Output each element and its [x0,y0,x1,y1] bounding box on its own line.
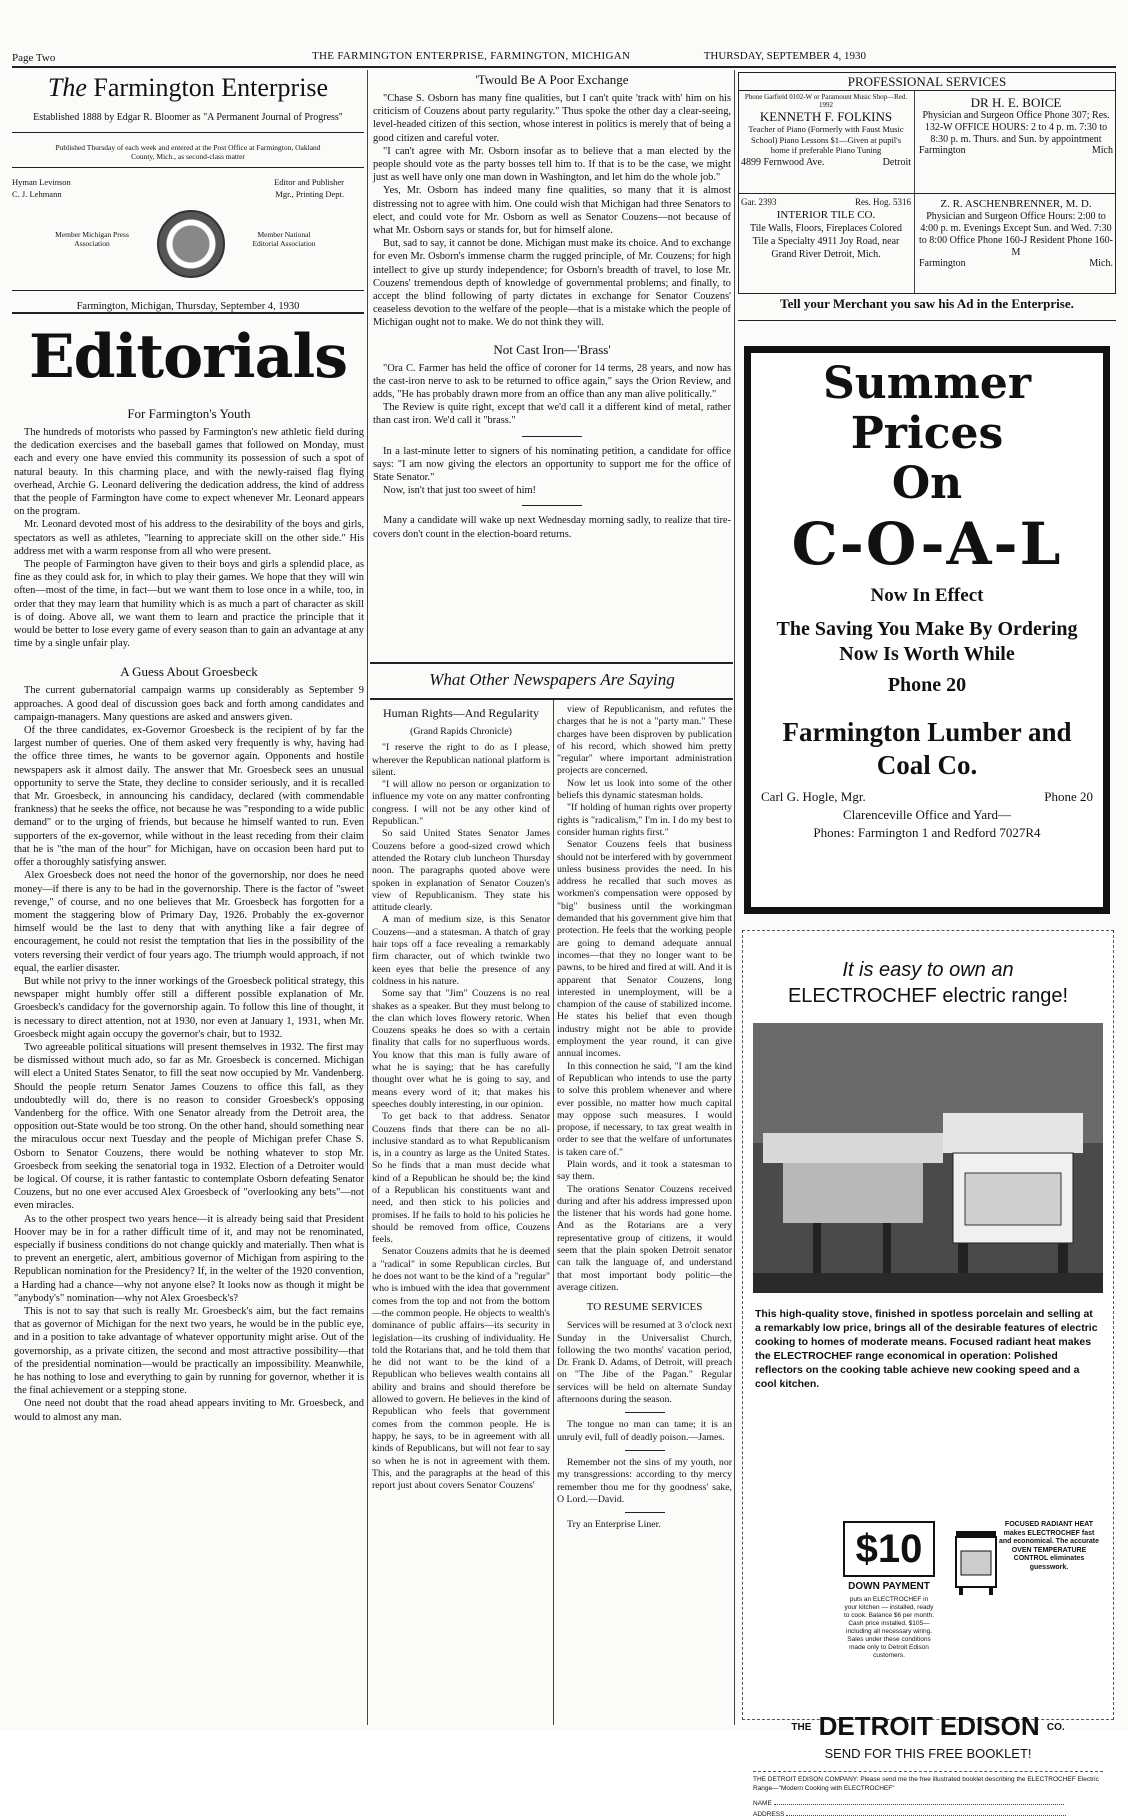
coal-advertisement [744,346,1110,914]
paragraph: In a last-minute letter to signers of his nominating petition, a candidate for office says: "I am now giving the electors an opportunity to support me for the office of State Senator." [373,445,731,484]
coupon-address-label: ADDRESS [753,1811,785,1818]
paragraph: Senator Couzens feels that business should not be interfered with by government unless business provides the need. In his address he recalled that such moves as workmen's compensation were opposed by "big" business until the workingman demanded that his government give him that protection. He feels that the working people are going to demand adequate annual incomes—that they no longer want to be pawns, to be hired and fired at will. And it is apparent that Senator Couzens, long interested in unemployment, will be a champion of the cause of stabilized income. He states his belief that even though industry might not be able to provide employment the year round, it can give annual incomes. [557,839,732,1060]
news-column [557,704,732,1725]
radiant-heat-note: FOCUSED RADIANT HEAT makes ELECTROCHEF fast and economical. The accurate OVEN TEMPERATURE CONTROL eliminates guesswork. [999,1521,1099,1571]
coal-line-on: On [891,458,963,509]
article-headline: For Farmington's Youth [127,406,251,421]
masthead-staff: Hyman Levinson Editor and Publisher C. J. Lehmann Mgr., Printing Dept. [12,177,344,199]
article-headline: Human Rights—And Regularity [383,706,539,720]
electrochef-headline-1: It is easy to own an [842,959,1014,981]
paragraph: view of Republicanism, and refutes the charges that he is not a "party man." These charges have been disproven by publication of his record, which showed him pretty "regular" where important administration projects are concerned. [557,704,732,777]
article-headline: Not Cast Iron—'Brass' [493,341,611,357]
paragraph: Remember not the sins of my youth, nor my transgressions: according to thy mercy remember thou me for thy goodness' sake, O Lord.—David. [557,1456,732,1505]
paragraph: A man of medium size, is this Senator Couzens—and a statesman. A thatch of gray hair tops off a face revealing a remarkably firm character, out of which twinkle two keen eyes that belie the presence of any coldness in his nature. [372,914,550,987]
paragraph: So said United States Senator James Couzens before a good-sized crowd which attended the Rotary club luncheon Thursday noon. The paragraphs quoted above were spoken in explanation of Senator Couzen's view of Republicanism. They state his attitude clearly. [372,828,550,914]
column-divider [734,70,735,1725]
editorial-column [14,400,364,1725]
article-headline: TO RESUME SERVICES [586,1301,703,1314]
coal-phones: Phones: Farmington 1 and Redford 7027R4 [813,825,1041,840]
paragraph: The people of Farmington have given to their boys and girls a splendid place, as fine as they could ask for, in which to play their games. We hope that they will win often—most of the time, in fact—but we want them to lose once in a while, too, in order that they may learn that humility which is as much a part of character as skill is of doing. Above all, we want them to learn and practice the principle that it would be better to lose every game of every season than to gain an advantage at any time by a single unfair play. [14,559,364,650]
paragraph: Plain words, and it took a statesman to say them. [557,1158,732,1183]
electric-range-photo-icon [753,1023,1103,1293]
section-heading: What Other Newspapers Are Saying [429,670,675,689]
masthead-established: Established 1888 by Edgar R. Bloomer as "A Permanent Journal of Progress" [33,112,343,123]
price-box [843,1521,935,1660]
coupon-name-label: NAME [753,1800,772,1807]
paragraph: Mr. Leonard devoted most of his address to the desirability of the boys and girls, spectators as well as athletes, "learning to appreciate skill on the other side." His address met with a warm response from all who were present. [14,519,364,557]
paragraph: Senator Couzens admits that he is deemed a "radical" in some Republican circles. But he does not want to be the kind of a "regular" who is imbued with the idea that government comes from the top and not from the bottom—the common people. He objects to wealth's dominance of public affairs—its security in legislation—its crushing of individuality. He told the Rotarians that, and he told them that he did not want to be the kind of a Republican who believes wealth contains all ability and brains and should therefore be allowed to govern. He believes in the kind of Republican who feels that government comes from the common people. He is happy, he says, to be in agreement with all kinds of Republicans, but will not fear to say so when he is not in agreement with them. This, and the paragraphs at the head of this report just about covers Senator Couzens' [372,1246,550,1492]
coal-line-summer: Summer [822,358,1032,409]
paragraph: One need not doubt that the road ahead appears inviting to Mr. Groesbeck, and would to almost any man. [14,1398,364,1423]
paragraph: As to the other prospect two years hence—it is already being said that President Hoover may be in for a rather difficult time of it, and may not be renominated, especially if business conditions do not change quickly and materially. Then what is to prevent an energetic, alert, ambitious governor of Michigan from aspiring to the Republican nomination for the Presidency? If, in the welter of the 1920 convention, a Harding had a chance—why not anyone else? It looks now as though it might be "anybody's" nomination—why not Alex Groesbeck's? [14,1213,364,1304]
coal-line-saving: The Saving You Make By Ordering Now Is Worth While [776,618,1078,665]
editorial-column-2 [373,72,731,672]
paragraph: To get back to that address. Senator Couzens finds that there can be no all-inclusive standard as to what Republicanism is, in a country as large as the United States. So he finds that a man must decide what kind of a Republican he should be; the kind of a Republican his constituents want and need, and then stick to his policies and promises. If he fails to hold to his policies he should be removed from office, Couzens feels. [372,1111,550,1246]
paragraph: "If holding of human rights over property rights is "radicalism," I'm in. I do my best to consider human rights first." [557,802,732,838]
paragraph: Now let us look into some of the other beliefs this dynamic statesman holds. [557,777,732,802]
down-payment-price: $10 [843,1521,935,1577]
article-headline: A Guess About Groesbeck [120,664,258,680]
stove-icon [951,1527,1001,1597]
paragraph: The orations Senator Couzens received during and after his address impressed upon the listener that his words had gone home. And as the Rotarians are a very representative group of citizens, it would seem that the plain spoken Detroit senator can talk the language of, and understand that most important body politic—the average citizen. [557,1183,732,1293]
paragraph: Services will be resumed at 3 o'clock next Sunday in the Universalist Church, following the two months' vacation period, Dr. Frank D. Adams, of Detroit, will preach on "The Jibe of the Pagan." Regular services will be held on alternate Sunday afternoons during the season. [557,1320,732,1406]
detroit-edison-logo: THE DETROIT EDISON CO. [791,1711,1065,1741]
masthead-dateline: Farmington, Michigan, Thursday, September 4, 1930 [76,301,300,312]
down-payment-label: DOWN PAYMENT [848,1581,930,1592]
press-association-seal-icon [157,210,225,278]
coal-line-prices: Prices [850,408,1004,459]
page-header [12,48,1116,66]
paper-name: THE FARMINGTON ENTERPRISE, FARMINGTON, MICHIGAN [312,50,631,62]
article-headline: 'Twould Be A Poor Exchange [475,72,629,87]
coal-line-now: Now In Effect [870,585,984,606]
masthead-title: The Farmington Enterprise [47,73,329,102]
paragraph: Some say that "Jim" Couzens is no real shakes as a speaker. But they must belong to the clan which loves flowery retoric. When Couzens speaks he does so with a certain finality that calls for no superfluous words. You know that this man is fully aware of what he is saying; that he has carefully thought over what he is going to say, and means every word of it; that makes his speeches doubly interesting, in our opinion. [372,988,550,1110]
paragraph: "I reserve the right to do as I please, wherever the Republican national platform is silent. [372,742,550,778]
coal-manager: Carl G. Hogle, Mgr. [761,789,866,804]
paragraph: The tongue no man can tame; it is an unruly evil, full of deadly poison.—James. [557,1419,732,1443]
send-booklet: SEND FOR THIS FREE BOOKLET! [824,1746,1032,1761]
editorials-logo: Editorials [28,322,348,392]
payment-terms: puts an ELECTROCHEF in your kitchen — installed, ready to cook. Balance $6 per month. Cash price installed, $105— including all necessary wiring. Sales under these conditions made only to Detroit Edison customers. [844,1596,934,1659]
paragraph: "I will allow no person or organization to influence my vote on any matter confronting congress. I will not be any other kind of Republican." [372,779,550,828]
paragraph: The current gubernatorial campaign warms up considerably as September 9 approaches. A good deal of discussion goes back and forth among candidates and campaign-managers. Many questions are asked and answers given. [14,685,364,723]
coal-phone: Phone 20 [1044,789,1093,804]
column-divider [367,70,368,1725]
paragraph: But, sad to say, it cannot be done. Michigan must make its choice. And to exchange for even Mr. Osborn's immense charm the rugged principle, of Mr. Couzens; for high intellect to give up sturdy independence; for Osborn's breadth of travel, to lose Mr. Couzens' tremendous depth of knowledge of governmental problems; and finally, to accept the blind following of party dictates in exchange for Senator Couzens' ceaseless devotion to the welfare of the people—that is a mistake which the people of Michigan ought not to make. We do not think they will. [373,238,731,329]
paragraph: Many a candidate will wake up next Wednesday morning sadly, to realize that tire-covers don't count in the election-board returns. [373,515,731,540]
paragraph: The hundreds of motorists who passed by Farmington's new athletic field during the dedication exercises and the baseball games that followed on Monday, must each and every one have envied this community its possession of such a spot of natural beauty. In this charming place, and with the newly-raised flag flying overhead, Archie G. Leonard delivering the dedication address, the kind of address that the people of Farmington have come to expect whenever Mr. Leonard appears on the program. [14,427,364,518]
aschenbrenner-card: Z. R. ASCHENBRENNER, M. D. Physician and Surgeon Office Hours: 2:00 to 4:00 p. m. Evenings Except Sun. and Wed. 7:30 to 8:00 Office Phone 160-J Resident Phone 160-M Farmington Mich. [919,198,1113,269]
column-divider [553,700,554,1725]
coupon-address-field[interactable] [786,1815,1066,1816]
news-column [372,704,550,1725]
electrochef-headline-2: ELECTROCHEF electric range! [787,985,1069,1007]
paragraph: The Review is quite right, except that we'd call it a different kind of metal, rather than cast iron. We'd call it "brass." [373,402,731,427]
issue-date: THURSDAY, SEPTEMBER 4, 1930 [703,50,866,62]
merchant-notice: Tell your Merchant you saw his Ad in the Enterprise. [780,296,1074,311]
page-number: Page Two [12,52,56,64]
coal-line-company: Farmington Lumber and Coal Co. [782,717,1072,780]
mail-coupon: THE DETROIT EDISON COMPANY: Please send me the free illustrated booklet describing the ELECTROCHEF Electric Range—"Modern Cooking with ELECTROCHEF" NAME ADDRESS [753,1771,1103,1819]
paragraph: Alex Groesbeck does not need the honor of the governorship, nor does he need money—if there is any to be had in the governorship. There is the factor of "sweet revenge," of course, and no one believes that Mr. Groesbeck has forgotten for a moment the staggering blow of Primary Day, 1926. Probably the ex-governor himself would be the last to deny that with anything like a fair degree of encouragement, he could not resist the temptation that lies in the possibility of the voters reversing their verdict of four years ago. The triumph would approach, if not equal, the earlier disaster. [14,870,364,974]
article-source: (Grand Rapids Chronicle) [410,726,512,737]
kitchen-photo [753,1023,1103,1293]
electrochef-description: This high-quality stove, finished in spotless porcelain and selling at a remarkably low price, brings all of the desirable features of electric cooking to homes of moderate means. Focused radiant heat makes the ELECTROCHEF range economical in operation: Polished reflectors on the cooking table achieve new cooking speed and a cool kitchen. [755,1308,1098,1390]
paragraph: Of the three candidates, ex-Governor Groesbeck is the recipient of by far the largest number of queries. One of them asked very frequently is why, having had the office three times, he wants to be governor again. Opponents and hostile newspapers ask it almost daily. The answer that Mr. Groesbeck sees an unusual opportunity to serve the State, they decline to consider seriously, and it is recalled that Mr. Groesbeck, in announcing his candidacy, declared (with commendable frankness) that he seeks the office, not because he was "responding to a wide public demand" or to the urging of friends, but because he himself wanted to run. Even supporters of the ex-governor, while without in the least receding from their claim that he is "the man of the hour" for Michigan, have on occasion been hard put to offer a thoroughly satisfying answer. [14,725,364,869]
coupon-name-field[interactable] [774,1804,1064,1805]
paragraph: "Chase S. Osborn has many fine qualities, but I can't quite 'track with' him on his criticism of Couzens about party regularity." Thus spoke the other day a clear-seeing, level-headed citizen of this section, whose interest in politics is merely that of being a good citizen and careful voter. [373,93,731,144]
interior-tile-card: Gar. 2393 Res. Hog. 5316 INTERIOR TILE CO. Tile Walls, Floors, Fireplaces Colored Tile a Specialty 4911 Joy Road, near Grand River Detroit, Mich. [741,197,911,260]
folkins-card: Phone Garfield 0102-W or Paramount Music Shop—Red. 1992 KENNETH F. FOLKINS Teacher of Piano (Formerly with Faust Music School) Piano Lessons $1—Given at pupil's home if preferable Piano Tuning 4899 Fernwood Ave. Detroit [741,93,911,168]
paragraph: "Ora C. Farmer has held the office of coroner for 14 terms, 28 years, and now has the cast-iron nerve to ask to be returned to office again," says the Orion Review, and adds, "He has probably drawn more from an office than any man alive politically." [373,362,731,401]
masthead-seals: Member Michigan Press Association Member National Editorial Association [12,210,364,280]
professional-services-box [738,72,1116,294]
coal-line-phone: Phone 20 [887,674,967,696]
coal-line-coal: C-O-A-L [791,510,1063,578]
paragraph: In this connection he said, "I am the kind of Republican who intends to use the party to solve this problem whenever and where ever possible, no matter how much capital may oppose such measures. I would propose, if necessary, to tax great wealth in order to see that the welfare of unfortunates is taken care of." [557,1060,732,1158]
professional-services-title: PROFESSIONAL SERVICES [739,73,1115,91]
masthead [12,68,364,350]
paragraph: Now, isn't that just too sweet of him! [383,485,537,497]
paragraph: Yes, Mr. Osborn has indeed many fine qualities, so many that it is almost distressing not to agree with him. One could wish that Michigan had three Senators to elect, and could vote for Mr. Osborn as well as Senator Couzens—not because of what Mr. Osborn says or stands for, but for himself alone. [373,185,731,237]
coal-yard: Clarenceville Office and Yard— [843,807,1011,822]
boice-card: DR H. E. BOICE Physician and Surgeon Office Phone 307; Res. 132-W OFFICE HOURS: 2 to 4 p. m. 7:30 to 8:30 p. m. Thurs. and Sun. by appointment Farmington Mich [919,95,1113,156]
paragraph: Try an Enterprise Liner. [567,1519,661,1531]
masthead-publication-note: Published Thursday of each week and entered at the Post Office at Farmington, Oakland County, Mich., as second-class matter [55,143,321,161]
electrochef-advertisement [742,930,1114,1818]
paragraph: But while not privy to the inner workings of the Groesbeck political strategy, this newspaper might humbly offer still a different possible explanation of Mr. Groesbeck's candidacy for the governorship again. To follow this line of thought, it is necessary to direct attention, not at 1930, nor even at January 1, 1931, when Mr. Groesbeck might again occupy the governor's chair, but to 1932. [14,975,364,1040]
paragraph: "I can't agree with Mr. Osborn insofar as to believe that a man elected by the people should vote as the party bosses tell him to. If that is to be the case, we might just as well have only one man down in Washington, and let him do the whole job." [373,145,731,184]
paragraph: Two agreeable political situations will present themselves in 1932. The first may be dismissed without much ado, so far as Mr. Groesbeck is concerned. Michigan will elect a United States Senator, to fill the seat now occupied by Mr. Vandenberg. Should the people return Senator James Couzens to office this fall, as they undoubtedly will do, there is no reason to consider Groesbeck's opposing Vandenberg for the office. With one Senator already from the Detroit area, the opposition out-State would be too strong. On the other hand, should something near the miraculous occur next Tuesday and the people of Michigan prefer Chase S. Osborn to Senator Couzens, there would be nothing whatever to stop Mr. Groesbeck from seeking the senatorial toga in 1932. Election of a Detroiter would be logical. Of course, it is rather fantastic to contemplate Osborn defeating Senator Couzens, but no one ever accused Alex Groesbeck of "overlooking any bets"—not even miracles. [14,1041,364,1212]
paragraph: This is not to say that such is really Mr. Groesbeck's aim, but the fact remains that as governor of Michigan for the next two years, he would be in the public eye, and in a position to take advantage of whatever opportunity might arise. Out of the governorship, as a private citizen, the second and most attractive possibility—that of the presidential nomination—would be practically an impossibility. Meanwhile, he has nothing to lose and everything to gain by running for governor, whether it is the final achievement or a stepping stone. [14,1306,364,1397]
